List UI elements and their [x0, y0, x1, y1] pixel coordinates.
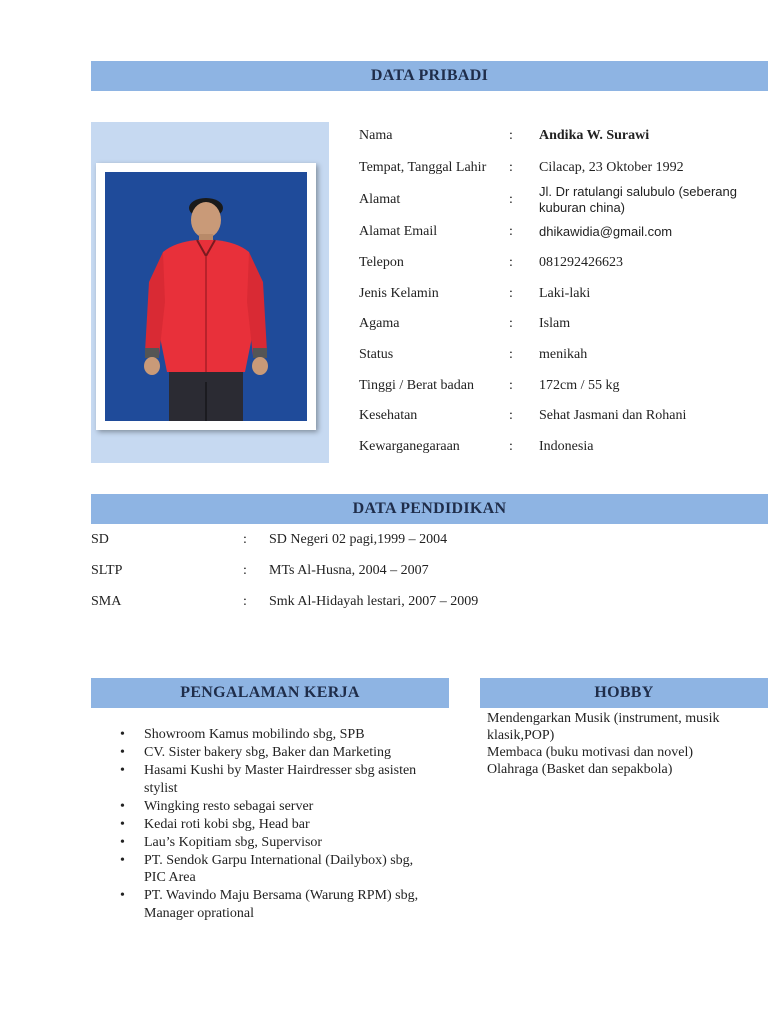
work-experience-item: • Wingking resto sebagai server [120, 798, 420, 816]
personal-data-label: Status [359, 347, 394, 362]
section-title-pengalaman-kerja: PENGALAMAN KERJA [91, 678, 449, 708]
separator-colon: : [509, 128, 513, 143]
personal-data-row [359, 408, 768, 424]
hobby-list [487, 710, 757, 778]
separator-colon: : [243, 532, 247, 547]
personal-data-row [359, 184, 768, 216]
education-detail: MTs Al-Husna, 2004 – 2007 [269, 563, 429, 578]
profile-photo-frame [96, 163, 316, 430]
profile-photo [105, 172, 307, 421]
personal-data-value: 172cm / 55 kg [539, 378, 620, 393]
personal-data-label: Nama [359, 128, 393, 143]
personal-data-label: Telepon [359, 255, 404, 270]
separator-colon: : [243, 594, 247, 609]
section-title-hobby: HOBBY [480, 678, 768, 708]
personal-data-label: Kesehatan [359, 408, 418, 423]
personal-data-value: Cilacap, 23 Oktober 1992 [539, 160, 684, 175]
personal-data-label: Alamat Email [359, 224, 438, 239]
separator-colon: : [509, 255, 513, 270]
separator-colon: : [509, 347, 513, 362]
section-title-data-pribadi: DATA PRIBADI [91, 61, 768, 91]
work-experience-item: • PT. Wavindo Maju Bersama (Warung RPM) sbg, Manager oprational [120, 887, 420, 922]
personal-data-label: Agama [359, 316, 400, 331]
personal-data-row [359, 128, 768, 144]
personal-data-value: Andika W. Surawi [539, 128, 650, 143]
work-experience-list [120, 726, 420, 923]
education-row [91, 532, 447, 548]
personal-data-row [359, 316, 768, 332]
personal-data-row [359, 224, 768, 240]
personal-data-row [359, 255, 768, 271]
personal-data-value: dhikawidia@gmail.com [539, 224, 673, 239]
hobby-item: Olahraga (Basket dan sepakbola) [487, 762, 673, 777]
separator-colon: : [509, 192, 513, 207]
separator-colon: : [509, 224, 513, 239]
work-experience-item: • Hasami Kushi by Master Hairdresser sbg asisten stylist [120, 762, 420, 797]
personal-data-value: Islam [539, 316, 571, 331]
personal-data-value: Sehat Jasmani dan Rohani [539, 408, 687, 423]
hobby-item: Membaca (buku motivasi dan novel) [487, 745, 694, 760]
separator-colon: : [243, 563, 247, 578]
personal-data-row [359, 439, 768, 455]
personal-data-label: Alamat [359, 192, 401, 207]
personal-data-label: Kewarganegaraan [359, 439, 460, 454]
work-experience-item: • CV. Sister bakery sbg, Baker dan Marketing [120, 744, 420, 762]
hobby-item: Mendengarkan Musik (instrument, musik klasik,POP) [487, 711, 720, 743]
separator-colon: : [509, 378, 513, 393]
personal-data-label: Tempat, Tanggal Lahir [359, 160, 487, 175]
education-row [91, 563, 429, 579]
section-title-data-pendidikan: DATA PENDIDIKAN [91, 494, 768, 524]
personal-data-row [359, 347, 768, 363]
education-level: SD [91, 532, 109, 547]
personal-data-value: menikah [539, 347, 588, 362]
personal-data-value: 081292426623 [539, 255, 623, 270]
separator-colon: : [509, 408, 513, 423]
separator-colon: : [509, 286, 513, 301]
personal-data-row [359, 286, 768, 302]
separator-colon: : [509, 439, 513, 454]
person-portrait-icon [105, 172, 307, 421]
separator-colon: : [509, 160, 513, 175]
education-level: SMA [91, 594, 122, 609]
work-experience-item: • Showroom Kamus mobilindo sbg, SPB [120, 726, 420, 744]
personal-data-value: Jl. Dr ratulangi salubulo (seberang kuburan china) [539, 184, 737, 215]
personal-data-row [359, 378, 768, 394]
personal-data-label: Jenis Kelamin [359, 286, 439, 301]
personal-data-value: Laki-laki [539, 286, 591, 301]
personal-data-label: Tinggi / Berat badan [359, 378, 474, 393]
education-row [91, 594, 478, 610]
education-detail: SD Negeri 02 pagi,1999 – 2004 [269, 532, 448, 547]
personal-data-row [359, 160, 768, 176]
separator-colon: : [509, 316, 513, 331]
education-level: SLTP [91, 563, 123, 578]
work-experience-item: • PT. Sendok Garpu International (Dailybox) sbg, PIC Area [120, 852, 420, 887]
work-experience-item: • Kedai roti kobi sbg, Head bar [120, 816, 420, 834]
work-experience-item: • Lau’s Kopitiam sbg, Supervisor [120, 834, 420, 852]
personal-data-value: Indonesia [539, 439, 594, 454]
education-detail: Smk Al-Hidayah lestari, 2007 – 2009 [269, 594, 479, 609]
